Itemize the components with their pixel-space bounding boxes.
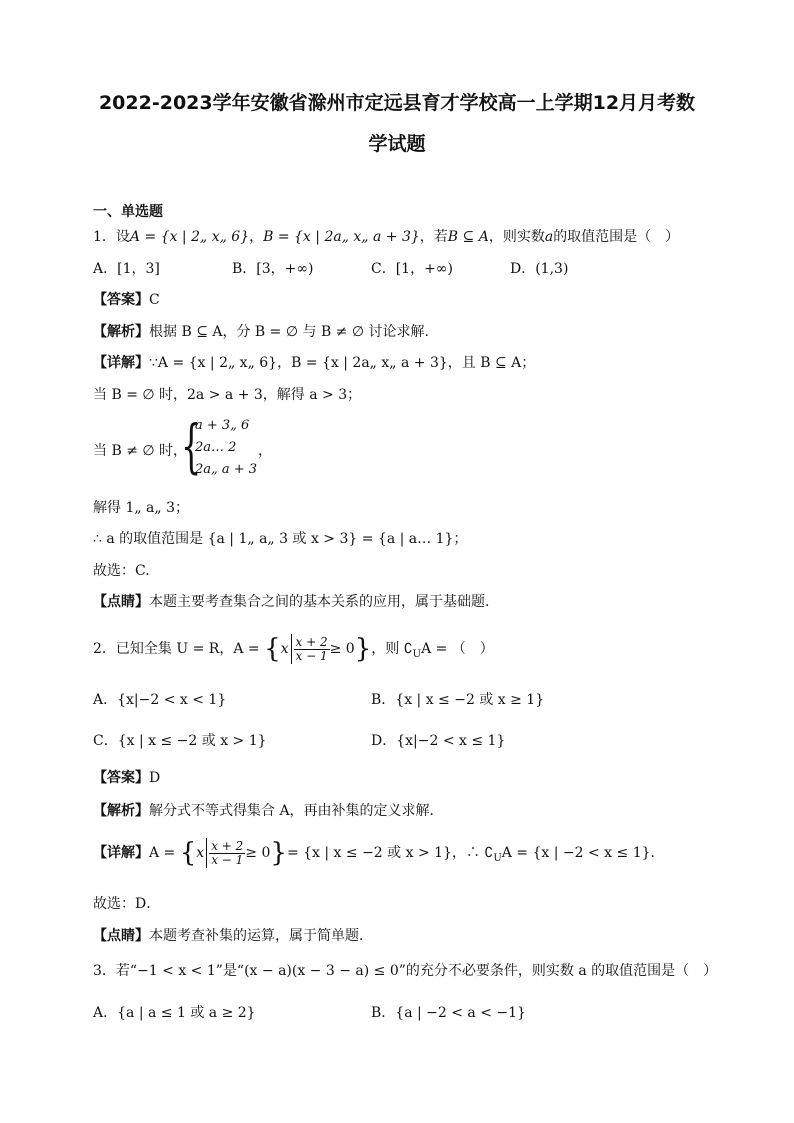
q2-left-brace: { <box>264 634 281 664</box>
q1-analysis <box>93 323 429 341</box>
q2-stem-c: ，则 ∁ <box>371 641 413 657</box>
q2-comment-tag: 【点睛】 <box>93 928 149 944</box>
q2-set-bar <box>291 634 292 664</box>
q2-detail-var: x <box>196 845 205 861</box>
q1-answer-value: C <box>149 292 160 308</box>
q1-system-brace: { <box>181 412 202 480</box>
q1-stem-b: ， <box>249 229 264 245</box>
q1-set-a: A = {x | 2„ x„ 6} <box>129 229 250 245</box>
q2-detail-fraction <box>209 840 245 867</box>
q2-comment <box>93 927 373 945</box>
section-heading: 一、单选题 <box>93 204 163 220</box>
q2-right-brace: } <box>354 634 372 664</box>
q2-stem-a: 2．已知全集 U = R，A = <box>93 641 260 657</box>
q3-option-a: A．{a | a ≤ 1 或 a ≥ 2} <box>93 1005 256 1021</box>
q1-detail-tag: 【详解】 <box>93 355 149 371</box>
q1-stem-e: 的取值范围是（ ） <box>553 229 680 245</box>
q1-range: ∴ a 的取值范围是 {a | 1„ a„ 3 或 x > 3} = {a | a… 1}； <box>93 531 468 547</box>
q2-detail-fraction-numerator: x + 2 <box>211 838 244 853</box>
q1-system-row-2: 2a… 2 <box>195 440 237 455</box>
q2-option-b: B．{x | x ≤ −2 或 x ≥ 1} <box>371 692 545 708</box>
q2-stem-subscript: U <box>412 648 422 660</box>
q1-comment <box>93 593 489 611</box>
q2-set-var: x <box>280 641 289 657</box>
q2-analysis-text: 解分式不等式得集合 A，再由补集的定义求解． <box>149 803 444 819</box>
q2-comment-text: 本题考查补集的运算，属于简单题． <box>149 928 373 944</box>
q1-stem-a: 1．设 <box>93 229 130 245</box>
q2-detail-right-brace: } <box>270 838 287 868</box>
q1-option-d: D．(1,3) <box>510 261 569 277</box>
q1-system-row-1: a + 3„ 6 <box>195 418 250 433</box>
q2-fraction-numerator: x + 2 <box>295 634 328 649</box>
q2-choose: 故选：D． <box>93 896 161 912</box>
q2-option-c: C．{x | x ≤ −2 或 x > 1} <box>93 733 267 749</box>
q1-detail <box>93 354 535 372</box>
q2-detail-bar <box>206 838 207 868</box>
q2-detail <box>93 838 665 874</box>
document-title-line2: 学试题 <box>368 133 426 155</box>
q2-detail-fraction-denominator: x − 1 <box>211 852 244 867</box>
q3-stem: 3．若“−1 < x < 1”是“(x − a)(x − 3 − a) ≤ 0”的充分不必要条件，则实数 a 的取值范围是（ ） <box>93 963 718 979</box>
q2-answer <box>93 769 160 787</box>
q2-stem <box>93 634 494 670</box>
q2-fraction-denominator: x − 1 <box>295 648 328 663</box>
q1-option-a: A．[1，3] <box>93 261 160 277</box>
q2-fraction <box>294 636 330 663</box>
q2-answer-value: D <box>149 770 161 786</box>
q1-condition: B ⊆ A <box>447 229 489 245</box>
q2-detail-tag: 【详解】 <box>93 845 149 861</box>
q1-stem-d: ，则实数 <box>488 229 545 245</box>
q1-stem-c: ，若 <box>419 229 448 245</box>
q2-detail-left-brace: { <box>179 838 197 868</box>
q2-analysis-tag: 【解析】 <box>93 803 149 819</box>
q1-inequality-system <box>181 412 261 482</box>
q1-option-b: B．[3，+∞) <box>232 261 314 277</box>
q1-system-row-3: 2a„ a + 3 <box>195 462 258 477</box>
q1-option-c: C．[1，+∞) <box>371 261 453 277</box>
q2-detail-d: A = {x | −2 < x ≤ 1}． <box>501 845 665 861</box>
q1-comment-tag: 【点睛】 <box>93 594 149 610</box>
q2-detail-b: ≥ 0 <box>245 845 271 861</box>
q2-detail-subscript: U <box>493 852 502 864</box>
q1-detail-text: ∵A = {x | 2„ x„ 6}，B = {x | 2a„ x„ a + 3}，且 B ⊆ A； <box>149 355 536 371</box>
q1-variable: a <box>544 229 554 245</box>
document-title-line1: 2022-2023学年安徽省滁州市定远县育才学校高一上学期12月月考数 <box>98 92 696 114</box>
q1-case2-prefix: 当 B ≠ ∅ 时， <box>93 443 188 459</box>
q1-answer <box>93 291 160 309</box>
q1-analysis-text: 根据 B ⊆ A，分 B = ∅ 与 B ≠ ∅ 讨论求解. <box>149 324 429 340</box>
q2-detail-c: = {x | x ≤ −2 或 x > 1}，∴ ∁ <box>286 845 494 861</box>
q1-set-b: B = {x | 2a„ x„ a + 3} <box>263 229 420 245</box>
q1-comment-text: 本题主要考查集合之间的基本关系的应用，属于基础题. <box>149 594 490 610</box>
q2-option-d: D．{x|−2 < x ≤ 1} <box>371 733 506 749</box>
q2-analysis <box>93 802 444 820</box>
q2-stem-d: A = （ ） <box>421 641 494 657</box>
q2-answer-tag: 【答案】 <box>93 770 149 786</box>
q2-option-a: A．{x|−2 < x < 1} <box>93 692 227 708</box>
q2-stem-b: ≥ 0 <box>329 641 355 657</box>
q1-answer-tag: 【答案】 <box>93 292 149 308</box>
q1-system-suffix: ， <box>258 443 272 459</box>
q1-case1: 当 B = ∅ 时，2a > a + 3，解得 a > 3； <box>93 387 362 403</box>
q3-option-b: B．{a | −2 < a < −1} <box>371 1005 526 1021</box>
q1-solve: 解得 1„ a„ 3； <box>93 500 190 516</box>
q1-analysis-tag: 【解析】 <box>93 324 149 340</box>
q2-detail-a: A = <box>149 845 176 861</box>
q1-choose: 故选：C. <box>93 563 150 579</box>
q1-stem <box>93 228 679 246</box>
